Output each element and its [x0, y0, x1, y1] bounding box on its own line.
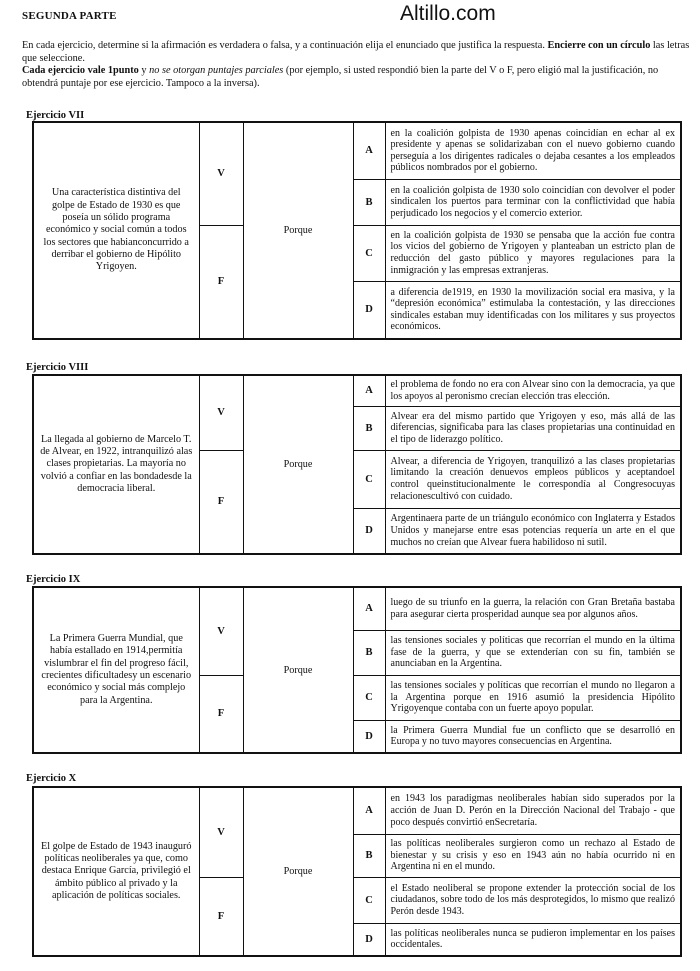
exercise-9-letter-c[interactable]: C — [353, 675, 385, 720]
exercise-9-option-b: las tensiones sociales y políticas que recorrían el mundo en la última fase de la guerra, y que se extenderían con su fin, también se anunciaban en la Argentina. — [385, 630, 681, 675]
exercise-10-letter-a[interactable]: A — [353, 787, 385, 834]
exercise-7-letter-a[interactable]: A — [353, 122, 385, 179]
exercise-7-option-c: en la coalición golpista de 1930 se pensaba que la acción fue contra los vicios del gobierno de Yrigoyen y planteaban un estricto plan de reducción del gasto público y mayores regulaciones para la inmigración y las empresas extranjeras. — [385, 225, 681, 281]
exercise-8-option-c: Alvear, a diferencia de Yrigoyen, tranquilizó a las clases propietarias limitando la creación denuevos empleos públicos y aceptandoel control queinstitucionalmente le correspondía al Congresocuyas relacionescultivó con cuidado. — [385, 450, 681, 508]
exercise-7-option-d: a diferencia de1919, en 1930 la movilización social era masiva, y la “depresión económica” estimulaba la contestación, y las direcciones sindicales estaban muy identificadas con los militares y sus proyectos económicos. — [385, 281, 681, 339]
exercise-9-statement: La Primera Guerra Mundial, que había estallado en 1914,permitía vislumbrar el fin del progreso fácil, crecientes dificultadesy un escenario económico y social más complejo para la Argentina. — [33, 587, 199, 753]
exercise-7-letter-b[interactable]: B — [353, 179, 385, 225]
exercise-10-letter-d[interactable]: D — [353, 923, 385, 956]
exercise-10-letter-b[interactable]: B — [353, 834, 385, 877]
exercise-7-table — [32, 121, 682, 340]
exercise-10-option-b: las políticas neoliberales surgieron como un rechazo al Estado de bienestar y su crisis y eso en 1943 aún no había ocurrido ni en Argentina ni en el mundo. — [385, 834, 681, 877]
exercise-9-letter-a[interactable]: A — [353, 587, 385, 630]
instructions-paragraph-1: En cada ejercicio, determine si la afirmación es verdadera o falsa, y a continuación elija el enunciado que justifica la respuesta. Encierre con un círculo las letras que seleccione. — [22, 40, 690, 64]
exercise-10-table — [32, 786, 682, 957]
exercise-9-table — [32, 586, 682, 754]
scoring-rule: Cada ejercicio vale 1punto — [22, 65, 139, 76]
section-title: SEGUNDA PARTE — [22, 10, 117, 22]
exercise-9-option-c: las tensiones sociales y políticas que recorrían el mundo no llegaron a la Argentina porque en 1916 asumió la presidencia Hipólito Yrigoyenque contaba con un fuerte apoyo popular. — [385, 675, 681, 720]
scoring-note: no se otorgan puntajes parciales — [149, 65, 284, 76]
exercise-10-option-d: las políticas neoliberales nunca se pudieron implementar en los países occidentales. — [385, 923, 681, 956]
exercise-7-statement: Una característica distintiva del golpe de Estado de 1930 es que poseía un sólido programa económico y social común a todos los sectores que habianconcurrido a derribar el gobierno de Hipólito Yrigoyen. — [33, 122, 199, 339]
exercise-9-option-a: luego de su triunfo en la guerra, la relación con Gran Bretaña bastaba para asegurar cierta prosperidad aunque sea por algunos años. — [385, 587, 681, 630]
exercise-9-false-option[interactable]: F — [199, 675, 243, 753]
exercise-9-option-d: la Primera Guerra Mundial fue un conflicto que se desarrolló en Europa y no tuvo mayores consecuencias en Argentina. — [385, 720, 681, 753]
exercise-7-porque: Porque — [243, 122, 353, 339]
exercise-9-title: Ejercicio IX — [26, 574, 81, 585]
instructions-emphasis: Encierre con un círculo — [547, 40, 651, 51]
exercise-10-porque: Porque — [243, 787, 353, 956]
exercise-9-true-option[interactable]: V — [199, 587, 243, 675]
exercise-8-statement: La llegada al gobierno de Marcelo T. de Alvear, en 1922, intranquilizó alas clases propietarias. La mayoría no volvió a confiar en las bondadesde la democracia liberal. — [33, 375, 199, 554]
exercise-8-option-b: Alvear era del mismo partido que Yrigoyen y eso, más allá de las diferencias, significaba para las clases propietarias una continuidad en el tipo de liderazgo político. — [385, 406, 681, 450]
exercise-7-letter-d[interactable]: D — [353, 281, 385, 339]
instructions-paragraph-2: Cada ejercicio vale 1punto y no se otorgan puntajes parciales (por ejemplo, si usted respondió bien la parte del V o F, pero eligió mal la justificación, no obtendrá puntaje por ese ejercicio. Tampoco a la inversa). — [22, 65, 659, 89]
exercise-8-letter-b[interactable]: B — [353, 406, 385, 450]
exercise-7-false-option[interactable]: F — [199, 225, 243, 339]
exercise-8-letter-c[interactable]: C — [353, 450, 385, 508]
exercise-9-porque: Porque — [243, 587, 353, 753]
instructions — [22, 40, 690, 90]
exercise-8-true-option[interactable]: V — [199, 375, 243, 450]
exercise-8-option-d: Argentinaera parte de un triángulo económico con Inglaterra y Estados Unidos y manejarse entre esas potencias requería un arte en el que muchos no creían que Alvear fuera habilidoso ni sutil. — [385, 508, 681, 554]
exercise-8-table — [32, 374, 682, 555]
exercise-10-option-a: en 1943 los paradigmas neoliberales habían sido superados por la acción de Juan D. Perón en la Dirección Nacional del Trabajo - que poco después convirtió enSecretaría. — [385, 787, 681, 834]
exercise-7-option-b: en la coalición golpista de 1930 solo coincidían con devolver el poder sindicalen los puertos para terminar con la conflictividad que había perjudicado los negocios y el comercio exterior. — [385, 179, 681, 225]
exercise-10-option-c: el Estado neoliberal se propone extender la protección social de los ciudadanos, sobre todo de los más desprotegidos, lo mismo que realizó Perón desde 1943. — [385, 877, 681, 923]
exercise-8-option-a: el problema de fondo no era con Alvear sino con la democracia, ya que los apoyos al peronismo crecían elección tras elección. — [385, 375, 681, 406]
exercise-10-statement: El golpe de Estado de 1943 inauguró políticas neoliberales ya que, como destaca Enrique García, privilegió el ámbito público al privado y la aplicación de políticas sociales. — [33, 787, 199, 956]
exercise-9-letter-d[interactable]: D — [353, 720, 385, 753]
exercise-8-letter-d[interactable]: D — [353, 508, 385, 554]
exercise-7-letter-c[interactable]: C — [353, 225, 385, 281]
exercise-7-option-a: en la coalición golpista de 1930 apenas coincidían en echar al ex presidente y apenas se solidarizaban con el nuevo gobierno cuando perseguía a los dirigentes radicales o dejaba cesantes a los empleados públicos nombrados por el gobierno. — [385, 122, 681, 179]
watermark-logo: Altillo.com — [400, 2, 496, 25]
exercise-7-true-option[interactable]: V — [199, 122, 243, 225]
exercise-7-title: Ejercicio VII — [26, 110, 85, 121]
exercise-10-true-option[interactable]: V — [199, 787, 243, 877]
exercise-10-false-option[interactable]: F — [199, 877, 243, 956]
exercise-10-letter-c[interactable]: C — [353, 877, 385, 923]
exercise-8-porque: Porque — [243, 375, 353, 554]
exercise-8-false-option[interactable]: F — [199, 450, 243, 554]
exercise-10-title: Ejercicio X — [26, 773, 77, 784]
exercise-9-letter-b[interactable]: B — [353, 630, 385, 675]
exercise-8-letter-a[interactable]: A — [353, 375, 385, 406]
exercise-8-title: Ejercicio VIII — [26, 362, 89, 373]
